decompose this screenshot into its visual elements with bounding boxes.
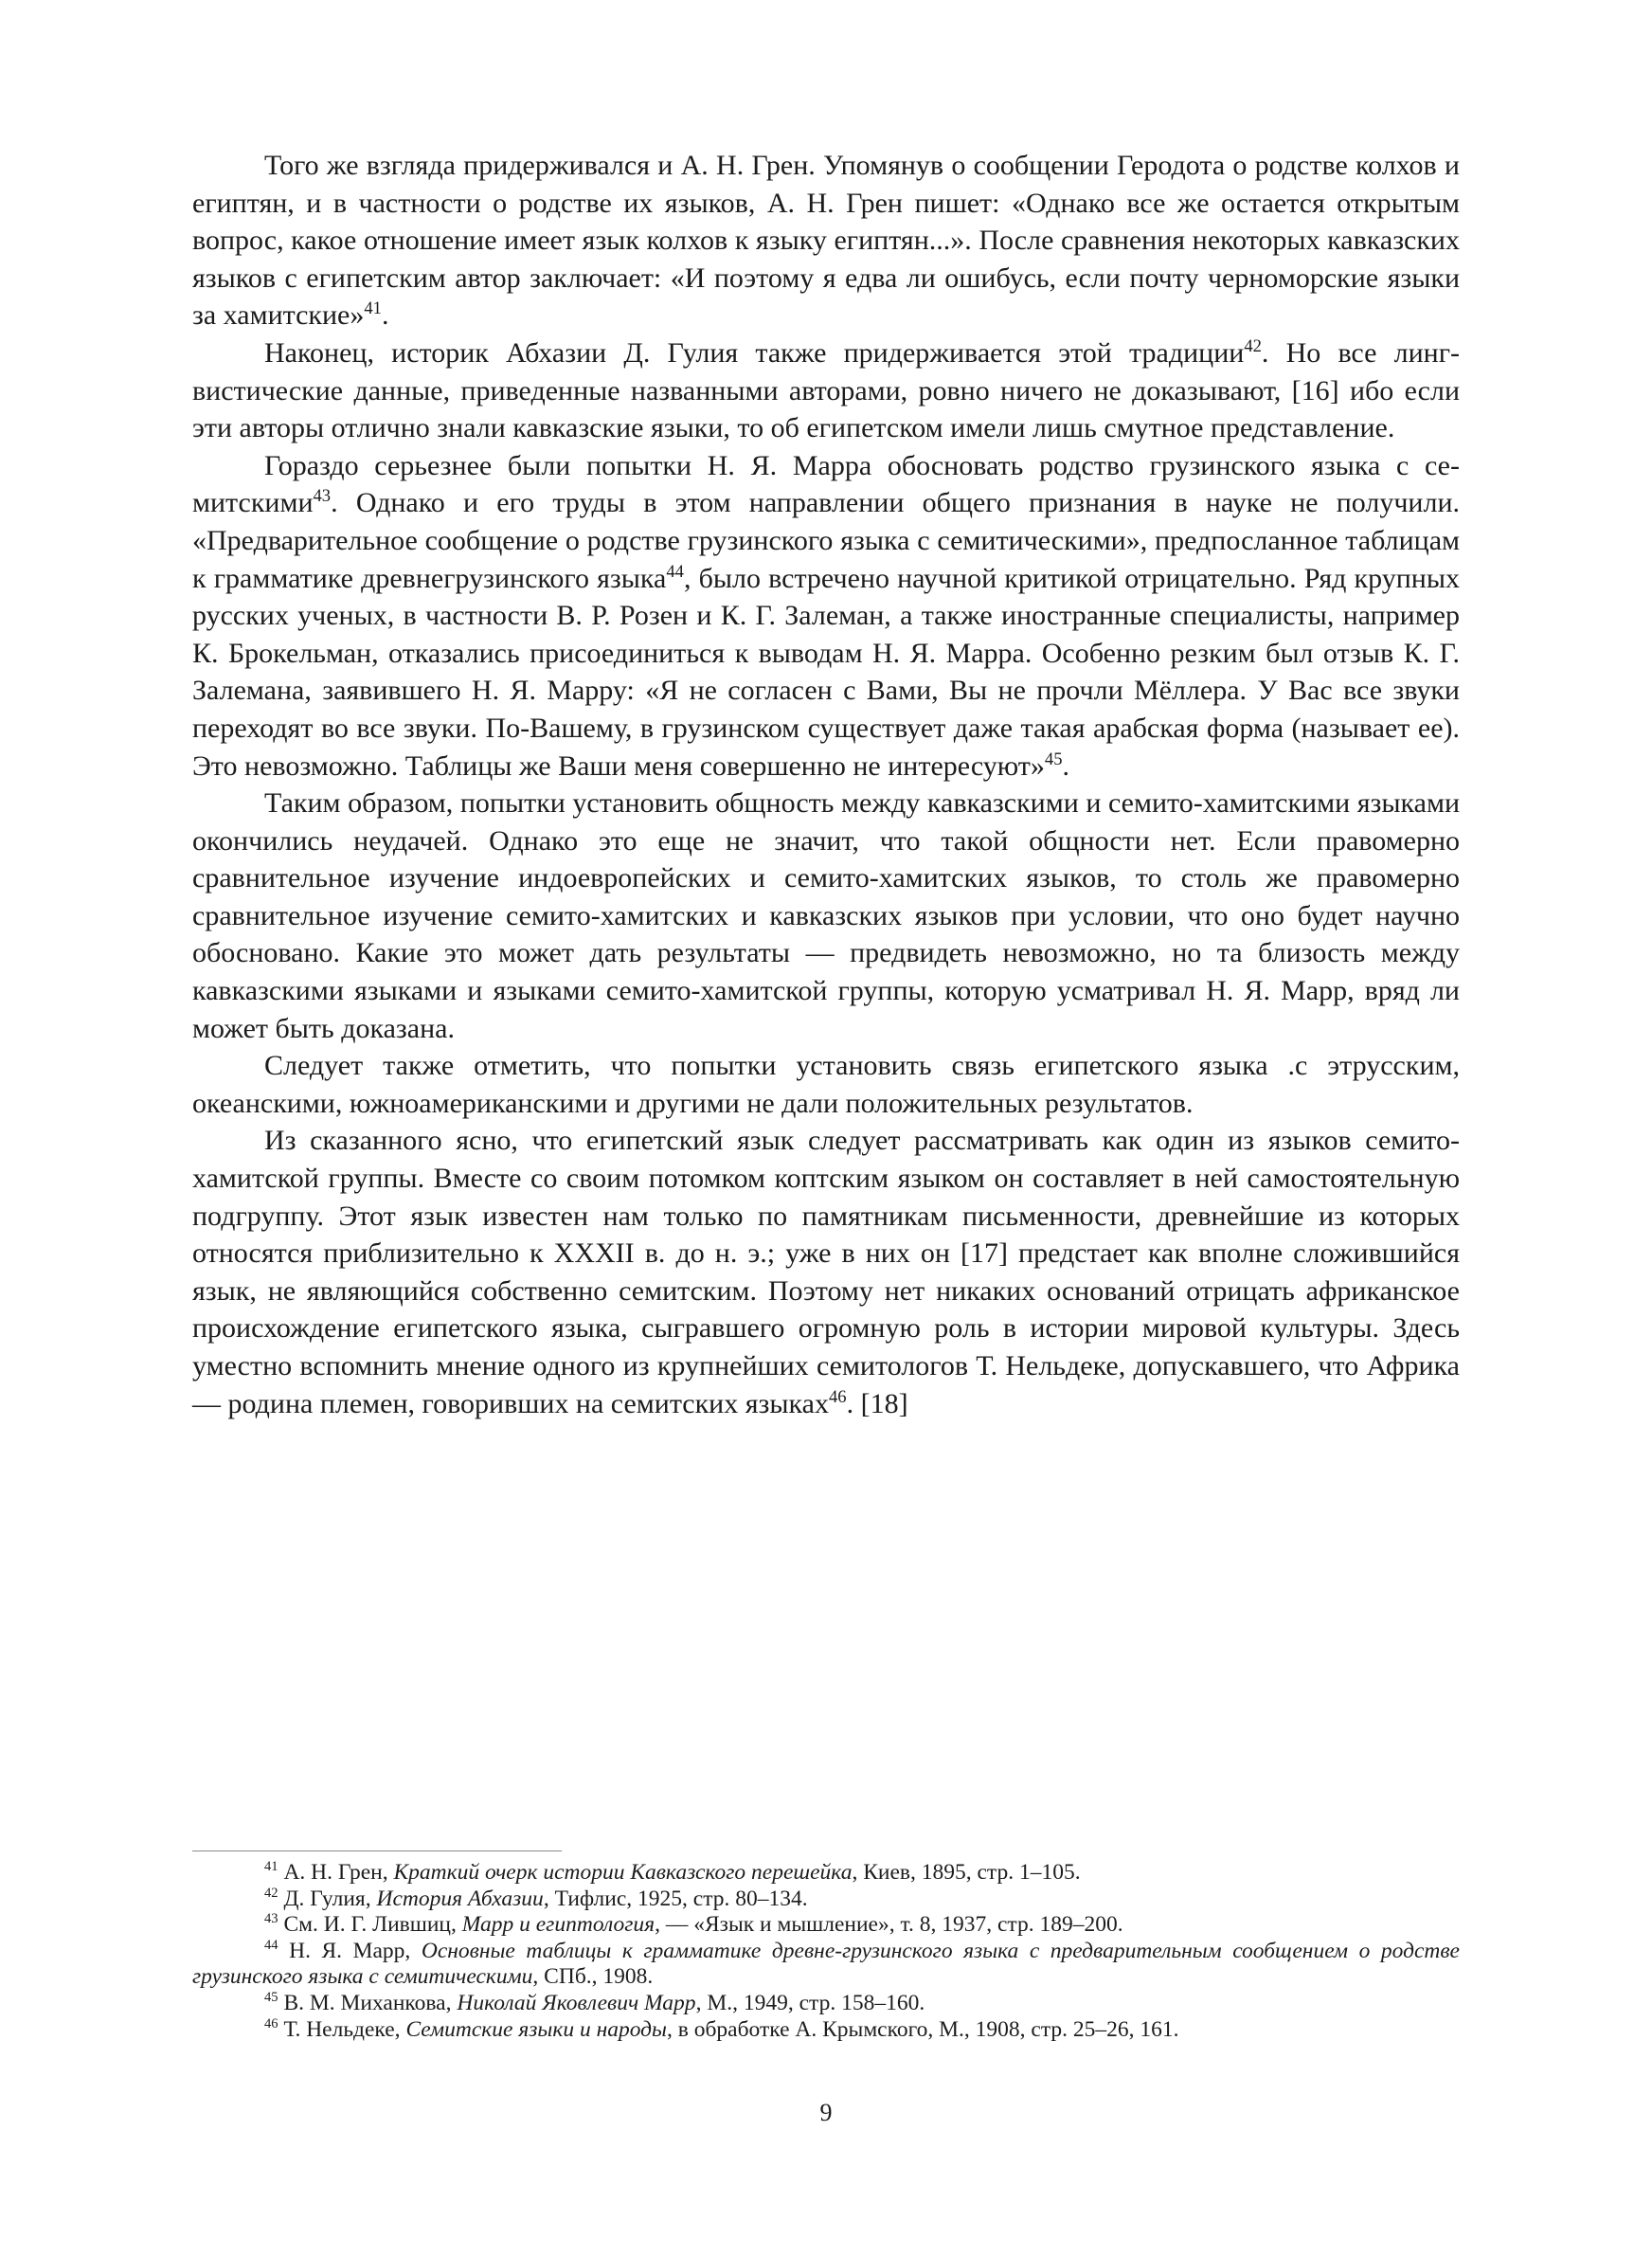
paragraph-text: , было встречено научной критикой отрицательно. Ряд крупных русских ученых, в частности В. Р. Розен и К. Г. Залеман, а также иностранные специалисты, например К. Брокельман, отказались присоединиться к выводам Н. Я. Марра. Особенно резким был отзыв К. Г. Залемана, заявившего Н. Я. Марру: «Я не согласен с Вами, Вы не прочли Мёллера. У Вас все звуки переходят во все звуки. По-Вашему, в грузинском существует даже такая арабская форма (называет ее). Это невозможно. Таблицы же Ваши меня совершенно не интересуют»	[192, 562, 1460, 782]
footnote-details: , в обработке А. Крымского, М., 1908, стр. 25–26, 161.	[666, 2016, 1179, 2042]
paragraph-1	[192, 147, 1460, 334]
paragraph-3	[192, 447, 1460, 785]
footnote-title: Краткий очерк истории Кавказского перешейка	[393, 1860, 853, 1885]
footnote-ref-42: 42	[1244, 335, 1262, 356]
footnote-42	[192, 1887, 1460, 1913]
paragraph-text: . [18]	[846, 1387, 908, 1419]
paragraph-text: Наконец, историк Абхазии Д. Гулия также придерживается этой традиции	[264, 336, 1245, 369]
footnote-ref-41: 41	[364, 298, 382, 319]
footnote-author: Т. Нельдеке,	[283, 2016, 406, 2042]
footnotes	[192, 1860, 1460, 2043]
footnote-title: История Абхазии	[376, 1886, 544, 1911]
paragraph-6	[192, 1122, 1460, 1422]
paragraph-text: Из сказанного ясно, что египетский язык следует рассматривать как один из языков семито-хамитской группы. Вместе со своим потомком коптским языком он составляет в ней самостоятельную подгруппу. Этот язык известен нам только по памятникам письменности, древнейшие из которых относятся приблизительно к XXXII в. до н. э.; уже в них он [17] предстает как вполне сложившийся язык, не являющийся собственно семитским. Поэтому нет никаких оснований отрицать африканское происхождение египетского языка, сыгравшего огромную роль в истории мировой культуры. Здесь уместно вспомнить мнение одного из крупнейших семитологов Т. Нельдеке, допускавшего, что Африка — родина племен, говоривших на семитских языках	[192, 1125, 1460, 1419]
footnote-number: 43	[264, 1911, 278, 1927]
paragraph-text: . Но все лингвистические данные, приведенные названными авторами, ровно ничего не доказывают, [16] ибо если эти авторы отлично знали кавказские языки, то об египетском имели лишь смутное представление.	[192, 336, 1460, 444]
paragraph-4	[192, 785, 1460, 1047]
footnote-number: 45	[264, 1990, 278, 2006]
paragraph-text: Таким образом, попытки установить общность между кавказскими и семито-хамитскими языками окончились неудачей. Однако это еще не значит, что такой общности нет. Если правомерно сравнительное изучение индоевропейских и семито-хамитских языков, то столь же правомерно сравнительное изучение семито-хамитских и кавказских языков при условии, что оно будет научно обосновано. Какие это может дать результаты — предвидеть невозможно, но та близость между кавказскими языками и языками семито-хамитской группы, которую усматривал Н. Я. Марр, вряд ли может быть доказана.	[192, 787, 1460, 1044]
paragraph-2	[192, 334, 1460, 447]
footnote-details: , СПб., 1908.	[532, 1964, 654, 1990]
footnote-details: , М., 1949, стр. 158–160.	[695, 1990, 925, 2015]
footnote-author: В. М. Миханкова,	[283, 1990, 458, 2015]
footnote-details: , Киев, 1895, стр. 1–105.	[852, 1860, 1081, 1885]
footnote-44	[192, 1939, 1460, 1991]
footnote-number: 42	[264, 1885, 278, 1901]
footnote-45	[192, 1991, 1460, 2017]
footnote-title: Основные таблицы к грамматике древне-грузинского языка с предварительным сообщением о родстве грузинского языка с семитическими	[192, 1938, 1460, 1990]
paragraph-text: Следует также отметить, что попытки установить связь египетского языка .с этрусским, океанскими, южноамериканскими и другими не дали положительных результатов.	[192, 1050, 1460, 1119]
footnote-author: Д. Гулия,	[283, 1886, 377, 1911]
footnote-46	[192, 2017, 1460, 2044]
footnote-title: Марр и египтология	[461, 1912, 655, 1938]
footnote-ref-46: 46	[828, 1386, 847, 1407]
footnote-ref-44: 44	[666, 561, 684, 582]
footnote-author: А. Н. Грен,	[283, 1860, 394, 1885]
footnote-details: , Тифлис, 1925, стр. 80–134.	[543, 1886, 808, 1911]
footnote-title: Николай Яковлевич Марр	[457, 1990, 696, 2015]
footnote-ref-43: 43	[313, 486, 332, 507]
paragraph-text: Гораздо серьезнее были попытки Н. Я. Марра обосновать родство грузинского языка с семитскими	[192, 449, 1460, 519]
footnote-43	[192, 1912, 1460, 1939]
main-text	[192, 147, 1460, 1422]
footnote-ref-45: 45	[1044, 749, 1063, 769]
paragraph-5	[192, 1047, 1460, 1122]
footnote-number: 41	[264, 1859, 278, 1875]
paragraph-text: .	[1062, 749, 1069, 782]
page-number: 9	[819, 2099, 833, 2126]
footnote-41	[192, 1860, 1460, 1887]
paragraph-text: . Однако и его труды в этом направлении общего признания в науке не получили. «Предварительное сообщение о родстве грузинского языка с семитическими», предпосланное таблицам к грамматике древнегрузинского языка	[192, 487, 1460, 594]
footnote-number: 46	[264, 2015, 278, 2031]
footnote-number: 44	[264, 1937, 278, 1953]
footnote-title: Семитские языки и народы	[405, 2016, 667, 2042]
paragraph-text: .	[381, 299, 389, 332]
footnote-author: См. И. Г. Лившиц,	[283, 1912, 462, 1938]
footnote-author: Н. Я. Марр,	[289, 1938, 422, 1963]
footnote-details: , — «Язык и мышление», т. 8, 1937, стр. 189–200.	[655, 1912, 1123, 1938]
paragraph-text: Того же взгляда придерживался и А. Н. Грен. Упомянув о сообщении Геродота о родстве колхов и египтян, и в частности о родстве их языков, А. Н. Грен пишет: «Однако все же остается открытым вопрос, какое отношение имеет язык колхов к языку египтян...». После сравнения некоторых кавказских языков с египетским автор заключает: «И поэтому я едва ли ошибусь, если почту черноморские языки за хамитские»	[192, 150, 1460, 332]
